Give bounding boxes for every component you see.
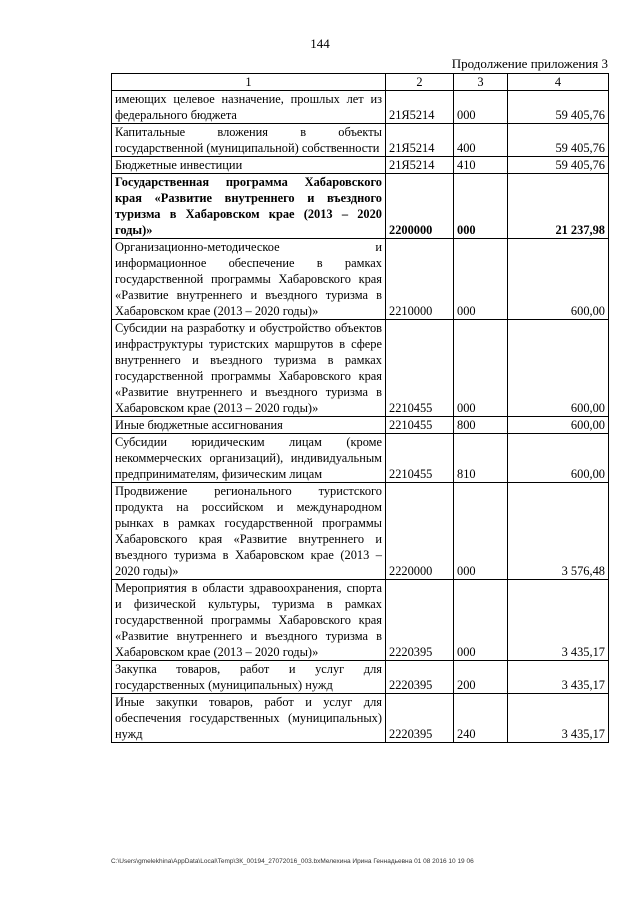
page-number: 144 — [310, 36, 330, 51]
row-amount: 3 435,17 — [508, 661, 609, 694]
header-col-1: 1 — [112, 74, 386, 91]
table-row — [112, 434, 609, 483]
row-description: Субсидии юридическим лицам (кроме некоммерческих организаций), индивидуальным предпринимателям, физическим лицам — [112, 434, 386, 483]
budget-table — [111, 73, 609, 743]
row-type: 810 — [454, 434, 508, 483]
row-amount: 600,00 — [508, 417, 609, 434]
header-col-3: 3 — [454, 74, 508, 91]
file-path-footer: C:\Users\gmelekhina\AppData\Local\Temp\ЗК_00194_27072016_003.bxМелехина Ирина Геннадьевна 01 08 2016 10 19 06 — [111, 858, 474, 865]
table-row — [112, 483, 609, 580]
row-code: 2210000 — [386, 239, 454, 320]
row-amount: 21 237,98 — [508, 174, 609, 239]
row-code: 21Я5214 — [386, 91, 454, 124]
row-type: 000 — [454, 174, 508, 239]
row-code: 2220000 — [386, 483, 454, 580]
table-row — [112, 239, 609, 320]
row-type: 000 — [454, 580, 508, 661]
continuation-note: Продолжение приложения 3 — [451, 56, 608, 71]
row-amount: 59 405,76 — [508, 124, 609, 157]
row-description: Иные бюджетные ассигнования — [112, 417, 386, 434]
table-row — [112, 417, 609, 434]
row-code: 21Я5214 — [386, 157, 454, 174]
row-code: 2220395 — [386, 694, 454, 743]
table-row — [112, 124, 609, 157]
header-col-4: 4 — [508, 74, 609, 91]
row-type: 000 — [454, 91, 508, 124]
table-header-row — [112, 74, 609, 91]
row-code: 2210455 — [386, 320, 454, 417]
table-row — [112, 694, 609, 743]
row-amount: 600,00 — [508, 239, 609, 320]
row-code: 2200000 — [386, 174, 454, 239]
row-description: Мероприятия в области здравоохранения, спорта и физической культуры, туризма в рамках государственной программы Хабаровского края «Развитие внутреннего и въездного туризма в Хабаровском крае (2013 – 2020 годы)» — [112, 580, 386, 661]
row-amount: 600,00 — [508, 434, 609, 483]
row-code: 21Я5214 — [386, 124, 454, 157]
row-type: 410 — [454, 157, 508, 174]
row-description: имеющих целевое назначение, прошлых лет из федерального бюджета — [112, 91, 386, 124]
row-description: Субсидии на разработку и обустройство объектов инфраструктуры туристских маршрутов в сфере внутреннего и въездного туризма в рамках государственной программы Хабаровского края «Развитие внутреннего и въездного туризма в Хабаровском крае (2013 – 2020 годы)» — [112, 320, 386, 417]
row-type: 200 — [454, 661, 508, 694]
row-code: 2210455 — [386, 417, 454, 434]
row-code: 2220395 — [386, 661, 454, 694]
row-amount: 59 405,76 — [508, 157, 609, 174]
row-amount: 59 405,76 — [508, 91, 609, 124]
row-amount: 3 576,48 — [508, 483, 609, 580]
row-description: Государственная программа Хабаровского края «Развитие внутреннего и въездного туризма в Хабаровском крае (2013 – 2020 годы)» — [112, 174, 386, 239]
row-type: 000 — [454, 320, 508, 417]
row-type: 800 — [454, 417, 508, 434]
row-description: Капитальные вложения в объекты государственной (муниципальной) собственности — [112, 124, 386, 157]
row-type: 000 — [454, 239, 508, 320]
row-description: Бюджетные инвестиции — [112, 157, 386, 174]
row-description: Продвижение регионального туристского продукта на российском и международном рынках в рамках государственной программы Хабаровского края «Развитие внутреннего и въездного туризма в Хабаровском крае (2013 – 2020 годы)» — [112, 483, 386, 580]
table-row — [112, 91, 609, 124]
row-amount: 3 435,17 — [508, 694, 609, 743]
row-type: 400 — [454, 124, 508, 157]
row-description: Закупка товаров, работ и услуг для государственных (муниципальных) нужд — [112, 661, 386, 694]
row-description: Иные закупки товаров, работ и услуг для обеспечения государственных (муниципальных) нужд — [112, 694, 386, 743]
row-type: 240 — [454, 694, 508, 743]
row-amount: 600,00 — [508, 320, 609, 417]
row-type: 000 — [454, 483, 508, 580]
table-row — [112, 174, 609, 239]
row-amount: 3 435,17 — [508, 580, 609, 661]
table-row — [112, 157, 609, 174]
row-description: Организационно-методическое и информационное обеспечение в рамках государственной программы Хабаровского края «Развитие внутреннего и въездного туризма в Хабаровском крае (2013 – 2020 годы)» — [112, 239, 386, 320]
table-row — [112, 661, 609, 694]
row-code: 2210455 — [386, 434, 454, 483]
header-col-2: 2 — [386, 74, 454, 91]
table-row — [112, 580, 609, 661]
table-row — [112, 320, 609, 417]
row-code: 2220395 — [386, 580, 454, 661]
